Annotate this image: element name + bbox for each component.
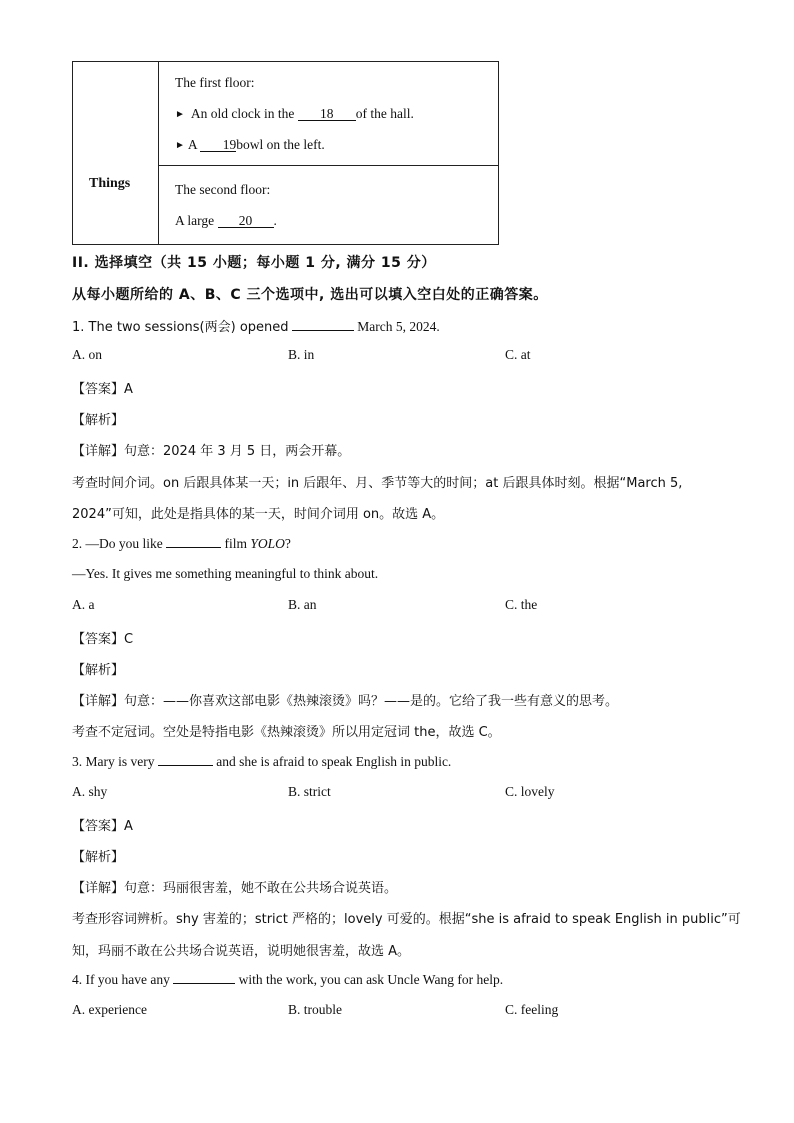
blank-18: 18 <box>298 107 356 121</box>
q1-option-b: B. in <box>288 347 315 362</box>
q1-analysis-label: 【解析】 <box>72 413 125 428</box>
q3-analysis-label: 【解析】 <box>72 850 125 865</box>
q1-option-a: A. on <box>72 347 102 362</box>
q3-option-c: C. lovely <box>505 784 555 799</box>
q1-detail: 【详解】句意：2024 年 3 月 5 日，两会开幕。 <box>72 444 351 459</box>
q3-explain-1: 考查形容词辨析。shy 害羞的；strict 严格的；lovely 可爱的。根据“she is afraid to speak English in public”可 <box>72 912 741 927</box>
q4-option-b: B. trouble <box>288 1002 342 1017</box>
q2-option-c: C. the <box>505 597 538 612</box>
things-table <box>72 61 499 245</box>
q3-option-b: B. strict <box>288 784 331 799</box>
second-floor-title: The second floor: <box>175 182 271 197</box>
q2-analysis-label: 【解析】 <box>72 663 125 678</box>
q3-answer: 【答案】A <box>72 819 133 834</box>
question-3-stem: 3. Mary is very and she is afraid to speak English in public. <box>72 754 452 769</box>
q2-explain-1: 考查不定冠词。空处是特指电影《热辣滚烫》所以用定冠词 the，故选 C。 <box>72 725 501 740</box>
q1-answer: 【答案】A <box>72 382 133 397</box>
answer-blank <box>173 971 235 984</box>
question-4-stem: 4. If you have any with the work, you can ask Uncle Wang for help. <box>72 972 504 987</box>
question-1-stem: 1. The two sessions(两会) opened March 5, 2024. <box>72 319 440 335</box>
table-row-3: A large 20 . <box>175 213 277 228</box>
q3-option-a: A. shy <box>72 784 108 799</box>
answer-blank <box>166 535 221 548</box>
q2-answer: 【答案】C <box>72 632 134 647</box>
section-title: II. 选择填空（共 15 小题；每小题 1 分, 满分 15 分） <box>72 255 436 271</box>
section-instruction: 从每小题所给的 A、B、C 三个选项中, 选出可以填入空白处的正确答案。 <box>72 287 548 303</box>
q2-option-a: A. a <box>72 597 95 612</box>
blank-19: 19 <box>200 138 236 152</box>
q1-explain-1: 考查时间介词。on 后跟具体某一天；in 后跟年、月、季节等大的时间；at 后跟具体时刻。根据“March 5, <box>72 476 683 491</box>
table-row-1: ► An old clock in the 18 of the hall. <box>175 106 414 121</box>
table-row-2: ► A 19bowl on the left. <box>175 137 325 152</box>
triangle-bullet-icon: ► <box>175 140 185 151</box>
first-floor-title: The first floor: <box>175 75 255 90</box>
table-divider <box>159 165 498 166</box>
q4-option-c: C. feeling <box>505 1002 559 1017</box>
table-header-cell <box>73 62 159 244</box>
q2-detail: 【详解】句意：——你喜欢这部电影《热辣滚烫》吗？——是的。它给了我一些有意义的思考。 <box>72 694 619 709</box>
q4-option-a: A. experience <box>72 1002 147 1017</box>
q1-explain-2: 2024”可知，此处是指具体的某一天，时间介词用 on。故选 A。 <box>72 507 445 522</box>
triangle-bullet-icon: ► <box>175 109 185 120</box>
blank-20: 20 <box>218 214 274 228</box>
question-2-response: —Yes. It gives me something meaningful to think about. <box>72 566 379 581</box>
answer-blank <box>292 318 354 331</box>
q3-detail: 【详解】句意：玛丽很害羞，她不敢在公共场合说英语。 <box>72 881 398 896</box>
answer-blank <box>158 753 213 766</box>
table-header-things: Things <box>89 176 131 191</box>
question-2-stem: 2. —Do you like film YOLO? <box>72 536 291 551</box>
q1-option-c: C. at <box>505 347 531 362</box>
q3-explain-2: 知，玛丽不敢在公共场合说英语，说明她很害羞，故选 A。 <box>72 944 411 959</box>
q2-option-b: B. an <box>288 597 317 612</box>
